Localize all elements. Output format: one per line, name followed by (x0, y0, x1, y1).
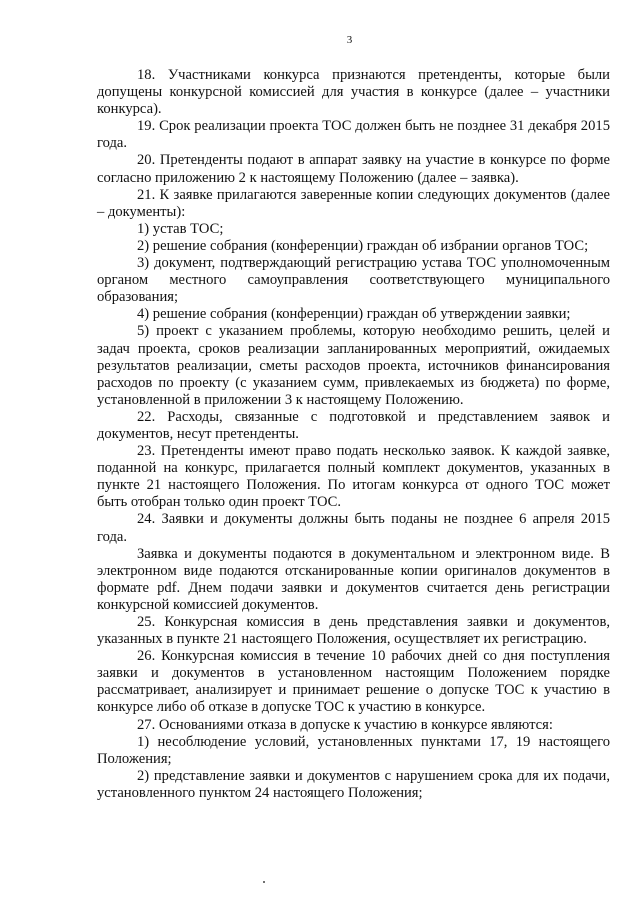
paragraph-23: 23. Претенденты имеют право подать несколько заявок. К каждой заявке, поданной на конкурс, прилагается полный комплект документов, указанных в пункте 21 настоящего Положения. По итогам конкурса от одного ТОС может быть отобран только один проект ТОС. (97, 443, 610, 511)
list-item-21-3: 3) документ, подтверждающий регистрацию устава ТОС уполномоченным органом местного самоуправления соответствующего муниципального образования; (97, 255, 610, 306)
paragraph-22: 22. Расходы, связанные с подготовкой и представлением заявок и документов, несут претенденты. (97, 408, 610, 442)
paragraph-18: 18. Участниками конкурса признаются претенденты, которые были допущены конкурсной комиссией для участия в конкурсе (далее – участники конкурса). (97, 67, 610, 118)
list-item-27-2: 2) представление заявки и документов с нарушением срока для их подачи, установленного пунктом 24 настоящего Положения; (97, 767, 610, 801)
paragraph-27: 27. Основаниями отказа в допуске к участию в конкурсе являются: (137, 716, 553, 733)
list-item-21-2: 2) решение собрания (конференции) граждан об избрании органов ТОС; (137, 237, 589, 254)
page-number: 3 (346, 34, 353, 46)
list-item-21-4: 4) решение собрания (конференции) граждан об утверждении заявки; (137, 306, 571, 323)
paragraph-25: 25. Конкурсная комиссия в день представления заявки и документов, указанных в пункте 21 настоящего Положения, осуществляет их регистрацию. (97, 614, 610, 648)
list-item-21-1: 1) устав ТОС; (137, 220, 224, 237)
scan-speck (263, 881, 265, 883)
paragraph-19: 19. Срок реализации проекта ТОС должен быть не позднее 31 декабря 2015 года. (97, 118, 610, 152)
paragraph-26: 26. Конкурсная комиссия в течение 10 рабочих дней со дня поступления заявки и документов в установленном настоящим Положением порядке рассматривает, анализирует и принимает решение о допуске ТОС к участию в конкурсе либо об отказе в допуске ТОС к участию в конкурсе. (97, 648, 610, 716)
list-item-21-5: 5) проект с указанием проблемы, которую необходимо решить, целей и задач проекта, сроков реализации запланированных мероприятий, ожидаемых результатов реализации, сметы расходов проекта, источников финансирования расходов по проекту (с указанием сумм, привлекаемых из бюджета) по форме, установленной в приложении 3 к настоящему Положению. (97, 323, 610, 408)
paragraph-24: 24. Заявки и документы должны быть поданы не позднее 6 апреля 2015 года. (97, 511, 610, 545)
paragraph-20: 20. Претенденты подают в аппарат заявку на участие в конкурсе по форме согласно приложению 2 к настоящему Положению (далее – заявка). (97, 152, 610, 186)
document-body (97, 67, 610, 802)
paragraph-21: 21. К заявке прилагаются заверенные копии следующих документов (далее – документы): (97, 186, 610, 220)
list-item-27-1: 1) несоблюдение условий, установленных пунктами 17, 19 настоящего Положения; (97, 733, 610, 767)
paragraph-24-submission: Заявка и документы подаются в документальном и электронном виде. В электронном виде подаются отсканированные копии оригиналов документов в формате pdf. Днем подачи заявки и документов считается день регистрации конкурсной комиссией документов. (97, 545, 610, 613)
